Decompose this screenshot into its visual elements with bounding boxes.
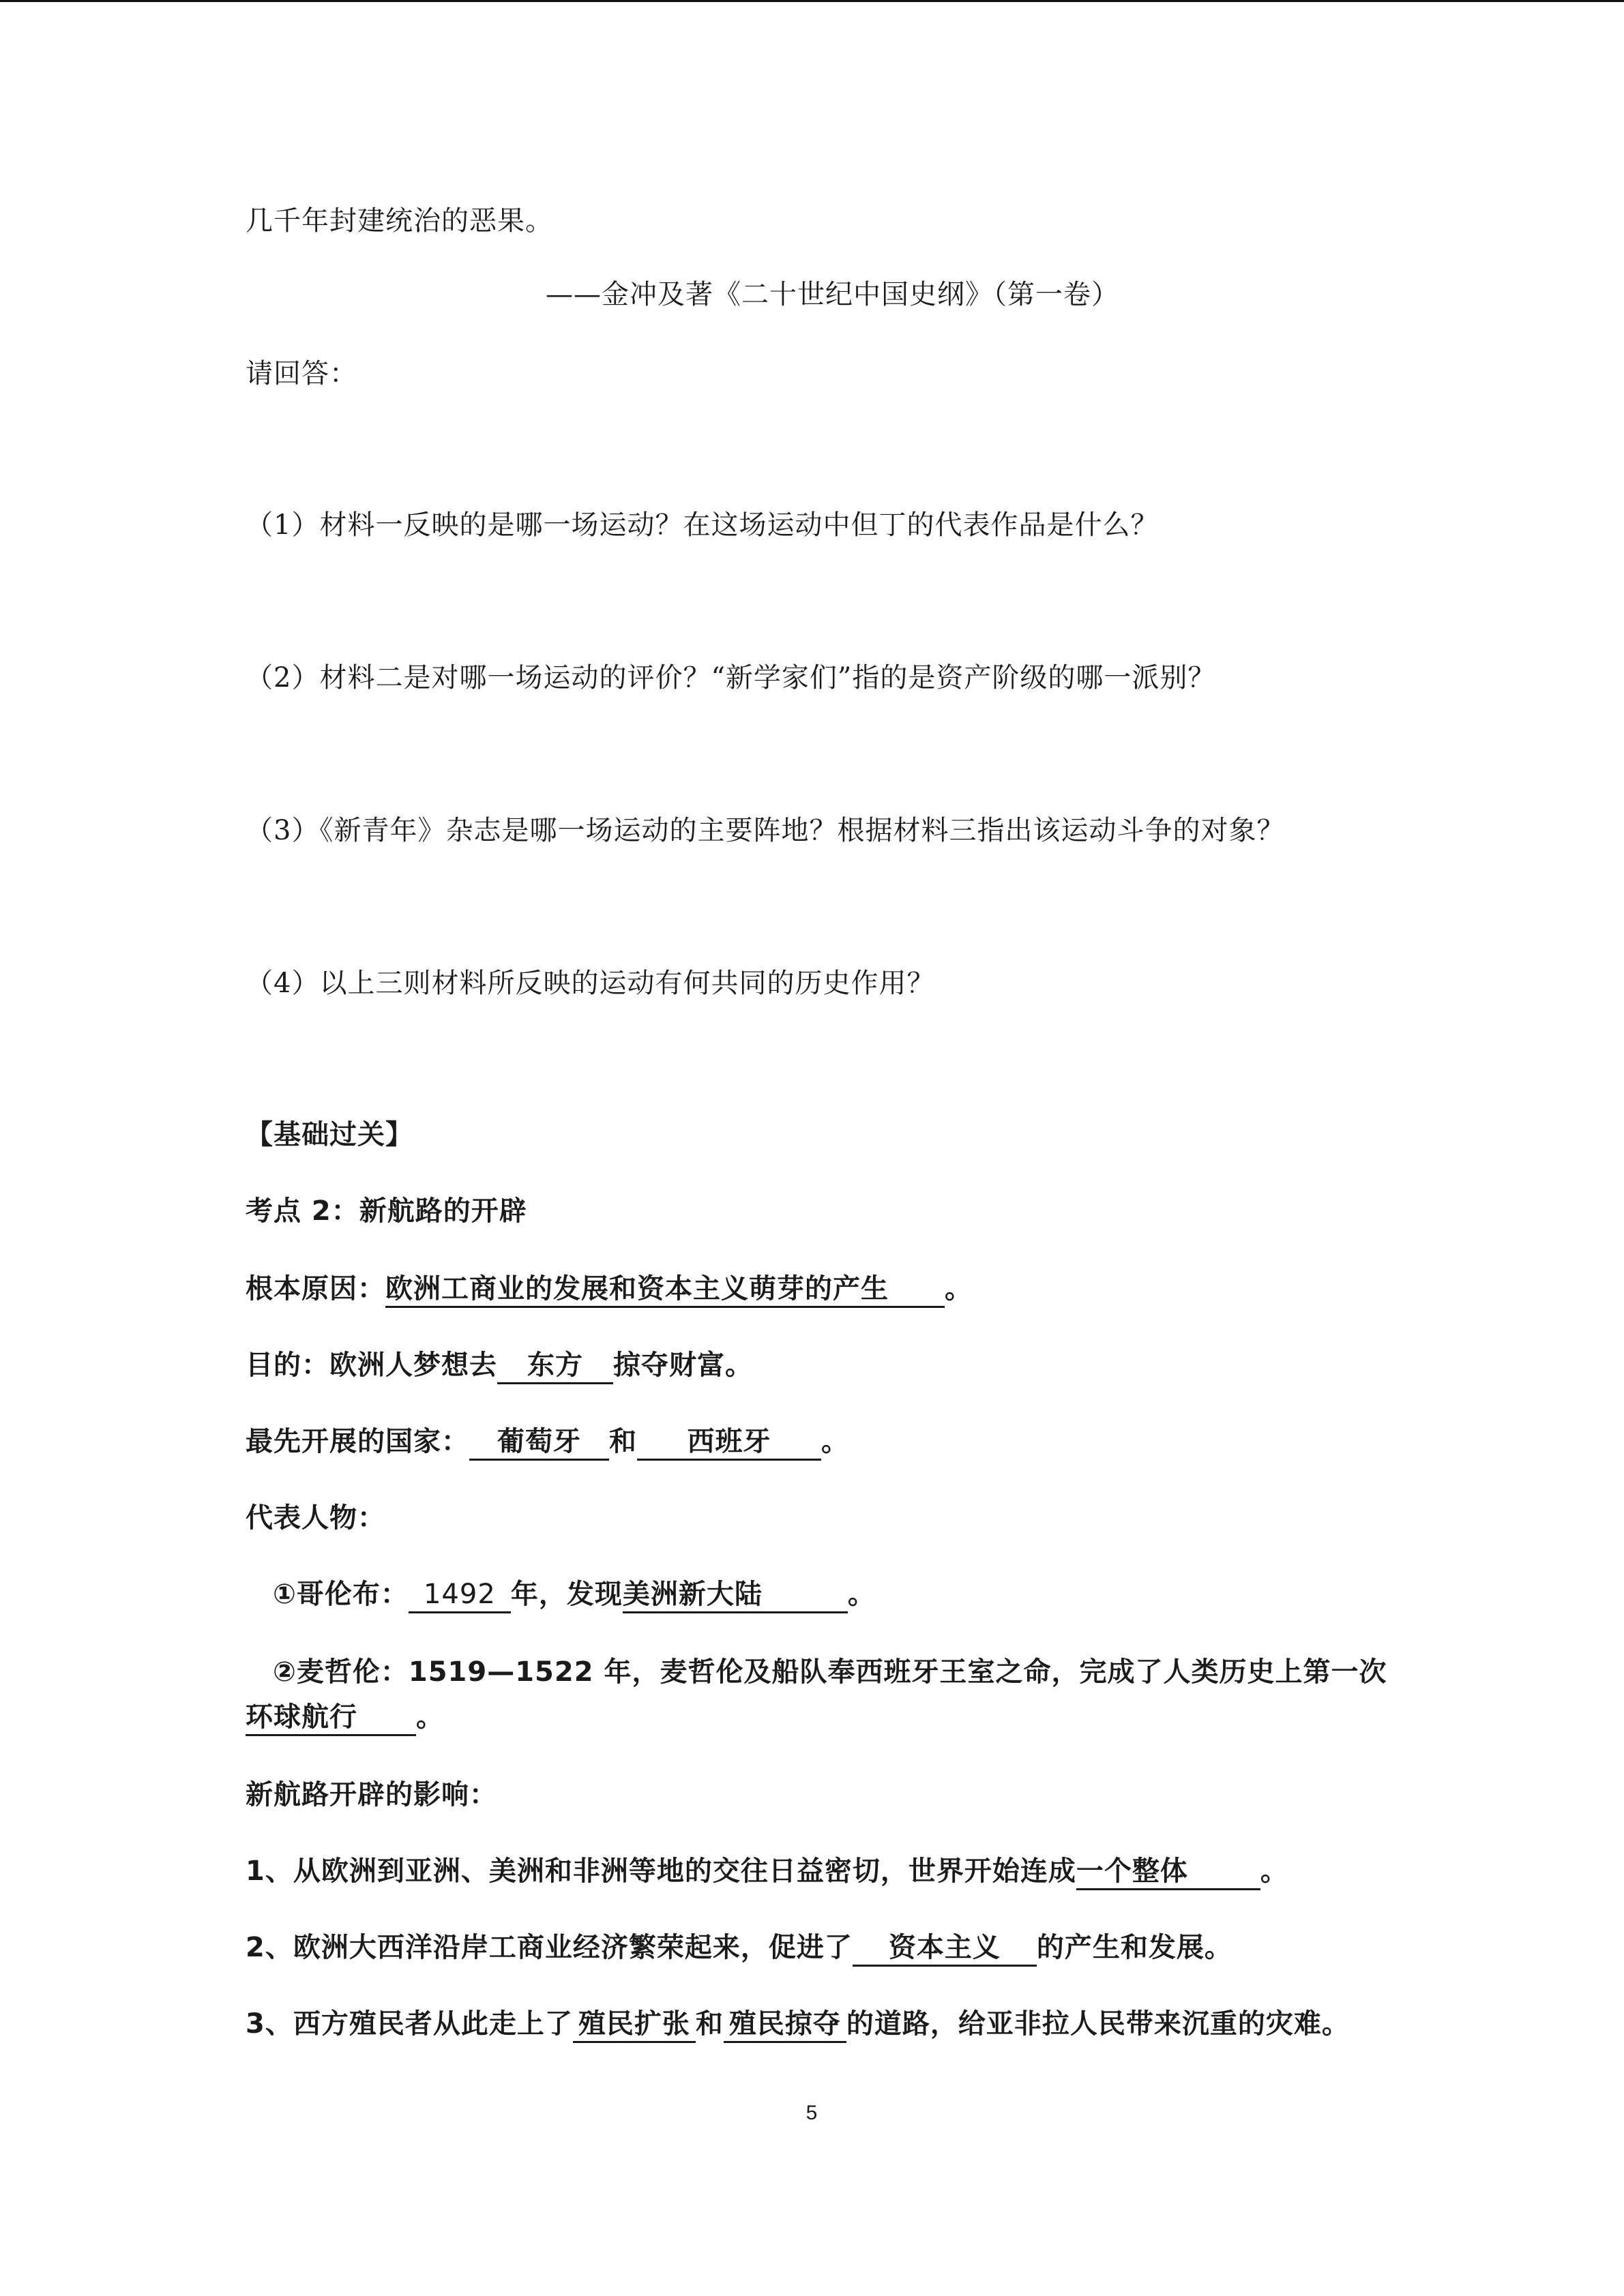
- first-countries-label: 最先开展的国家：: [246, 1426, 469, 1457]
- impact-3-answer-1: 殖民扩张: [573, 2007, 696, 2043]
- root-cause-answer: 欧洲工商业的发展和资本主义萌芽的产生: [385, 1272, 945, 1308]
- magellan-line: [273, 1653, 1387, 1691]
- answer-prompt: 请回答：: [246, 358, 357, 389]
- kaodian-title: 考点 2：新航路的开辟: [246, 1195, 527, 1227]
- impact-2-answer: 资本主义: [853, 1930, 1037, 1967]
- magellan-text: ②麦哲伦：1519—1522 年，麦哲伦及船队奉西班牙王室之命，完成了人类历史上第一次: [273, 1656, 1387, 1688]
- question-3: （3）《新青年》杂志是哪一场运动的主要阵地？根据材料三指出该运动斗争的对象？: [246, 815, 1285, 846]
- source-citation: ——金冲及著《二十世纪中国史纲》（第一卷）: [546, 279, 1119, 310]
- question-2: （2）材料二是对哪一场运动的评价？“新学家们”指的是资产阶级的哪一派别？: [246, 662, 1216, 694]
- magellan-answer: 环球航行: [246, 1700, 416, 1736]
- magellan-line-2: [246, 1698, 444, 1736]
- question-4: （4）以上三则材料所反映的运动有何共同的历史作用？: [246, 968, 935, 999]
- impact-2: [246, 1928, 1232, 1967]
- impact-1-tail: 。: [1260, 1855, 1288, 1887]
- root-cause-line: [246, 1270, 973, 1308]
- impact-2-text: 2、欧洲大西洋沿岸工商业经济繁荣起来，促进了: [246, 1932, 853, 1963]
- first-countries-mid: 和: [609, 1426, 637, 1457]
- first-countries-line: [246, 1422, 849, 1461]
- impact-1-text: 1、从欧洲到亚洲、美洲和非洲等地的交往日益密切，世界开始连成: [246, 1855, 1076, 1887]
- purpose-label: 目的：欧洲人梦想去: [246, 1350, 497, 1381]
- impact-1: [246, 1852, 1288, 1890]
- impact-label: 新航路开辟的影响：: [246, 1779, 497, 1810]
- columbus-mid: 年，发现: [510, 1579, 623, 1610]
- country-answer-2: 西班牙: [637, 1425, 821, 1461]
- root-cause-label: 根本原因：: [246, 1273, 385, 1304]
- purpose-line: [246, 1346, 753, 1384]
- columbus-year-answer: 1492: [409, 1577, 511, 1613]
- columbus-line: [273, 1575, 876, 1613]
- figures-label: 代表人物：: [246, 1502, 385, 1534]
- top-border-line: [0, 0, 1624, 2]
- impact-3: [246, 2005, 1350, 2043]
- purpose-answer: 东方: [497, 1348, 613, 1384]
- magellan-tail: 。: [416, 1701, 444, 1733]
- continuation-text: 几千年封建统治的恶果。: [246, 205, 553, 237]
- first-countries-tail: 。: [821, 1426, 849, 1457]
- country-answer-1: 葡萄牙: [469, 1425, 609, 1461]
- question-1: （1）材料一反映的是哪一场运动？在这场运动中但丁的代表作品是什么？: [246, 509, 1159, 541]
- purpose-tail: 掠夺财富。: [613, 1350, 753, 1381]
- impact-1-answer: 一个整体: [1076, 1854, 1260, 1890]
- root-cause-tail: 。: [945, 1273, 973, 1304]
- impact-3-mid: 和: [695, 2008, 724, 2040]
- impact-2-tail: 的产生和发展。: [1036, 1932, 1232, 1963]
- columbus-label: ①哥伦布：: [273, 1579, 409, 1610]
- impact-3-text: 3、西方殖民者从此走上了: [246, 2008, 573, 2040]
- impact-3-answer-2: 殖民掠夺: [724, 2007, 846, 2043]
- columbus-answer: 美洲新大陆: [623, 1577, 848, 1613]
- columbus-tail: 。: [847, 1579, 876, 1610]
- section-heading: 【基础过关】: [246, 1119, 413, 1150]
- page-number: 5: [806, 2102, 818, 2124]
- impact-3-tail: 的道路，给亚非拉人民带来沉重的灾难。: [846, 2008, 1350, 2040]
